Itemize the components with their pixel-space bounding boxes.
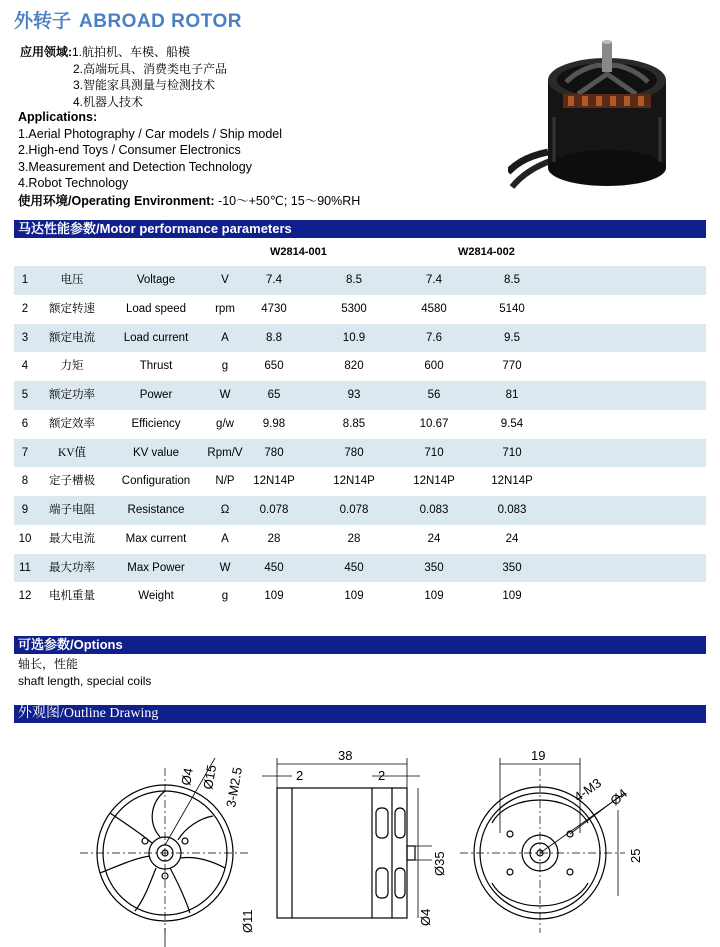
value: 24 bbox=[505, 532, 519, 545]
applications-en-item-1: 1.Aerial Photography / Car models / Ship model bbox=[18, 126, 283, 141]
param-zh: KV值 bbox=[57, 446, 87, 459]
title-en: ABROAD ROTOR bbox=[79, 11, 242, 32]
row-number: 6 bbox=[21, 417, 29, 430]
model-w2814-002: W2814-002 bbox=[458, 246, 515, 258]
value: 109 bbox=[344, 590, 364, 603]
value: 7.4 bbox=[266, 274, 282, 286]
row-number: 7 bbox=[21, 446, 29, 459]
value: 0.078 bbox=[259, 504, 289, 516]
param-en: Configuration bbox=[121, 475, 191, 488]
param-unit: g/w bbox=[216, 417, 234, 430]
value: 12N14P bbox=[253, 475, 295, 488]
table-row bbox=[14, 410, 706, 439]
value: 7.6 bbox=[426, 331, 442, 344]
table-row bbox=[14, 352, 706, 381]
table-row bbox=[14, 324, 706, 353]
row-number: 10 bbox=[18, 532, 32, 545]
param-unit: g bbox=[221, 360, 229, 373]
dim-m25: 3-M2.5 bbox=[223, 766, 245, 809]
table-row bbox=[14, 496, 706, 525]
table-row bbox=[14, 266, 706, 295]
options-header: 可选参数/Options bbox=[14, 636, 706, 654]
param-zh: 额定转速 bbox=[49, 302, 95, 315]
param-en: Thrust bbox=[139, 360, 173, 373]
value: 350 bbox=[502, 561, 522, 574]
dim-len38: 38 bbox=[338, 748, 353, 763]
dim-phi4-back: Ø4 bbox=[607, 785, 631, 809]
dim-phi15: Ø15 bbox=[200, 763, 220, 791]
row-number: 4 bbox=[21, 360, 29, 373]
value: 4730 bbox=[261, 302, 287, 315]
table-row bbox=[14, 525, 706, 554]
table-row bbox=[14, 554, 706, 583]
applications-zh-item-4: 4.机器人技术 bbox=[73, 94, 144, 109]
value: 0.083 bbox=[419, 504, 449, 516]
value: 770 bbox=[502, 360, 522, 373]
value: 28 bbox=[267, 532, 281, 545]
value: 10.9 bbox=[342, 331, 366, 344]
value: 65 bbox=[267, 389, 281, 401]
table-row bbox=[14, 467, 706, 496]
outline-header: 外观图/Outline Drawing bbox=[14, 705, 706, 723]
dim-m3: 4-M3 bbox=[571, 775, 604, 805]
value: 28 bbox=[347, 532, 361, 545]
value: 0.078 bbox=[339, 504, 369, 516]
param-unit: W bbox=[219, 389, 231, 401]
value: 109 bbox=[264, 590, 284, 603]
options-text bbox=[18, 656, 151, 690]
param-zh: 额定效率 bbox=[49, 417, 95, 430]
param-zh: 额定电流 bbox=[49, 331, 95, 344]
param-zh: 额定功率 bbox=[49, 389, 95, 401]
dim-twentyfive: 25 bbox=[628, 848, 643, 863]
table-row bbox=[14, 295, 706, 324]
performance-table bbox=[14, 266, 706, 611]
param-zh: 最大电流 bbox=[49, 532, 95, 545]
applications-en-heading: Applications: bbox=[18, 110, 98, 124]
param-unit: N/P bbox=[215, 475, 235, 488]
dim-phi4-side: Ø4 bbox=[418, 908, 433, 926]
row-number: 3 bbox=[21, 331, 29, 344]
value: 8.5 bbox=[504, 274, 520, 286]
param-zh: 端子电阻 bbox=[49, 504, 95, 516]
param-en: Resistance bbox=[127, 504, 185, 516]
param-unit: W bbox=[219, 561, 231, 574]
environment-value: -10～+50℃; 15～90%RH bbox=[218, 194, 361, 208]
value: 9.5 bbox=[504, 331, 520, 344]
value: 10.67 bbox=[419, 417, 449, 430]
outline-drawing bbox=[0, 728, 720, 947]
param-unit: Rpm/V bbox=[207, 446, 243, 459]
applications-zh-item-2: 2.高端玩具、消费类电子产品 bbox=[73, 61, 228, 76]
value: 8.8 bbox=[266, 331, 282, 344]
model-w2814-001: W2814-001 bbox=[270, 246, 327, 258]
param-en: Load speed bbox=[125, 302, 187, 315]
row-number: 2 bbox=[21, 302, 29, 315]
value: 12N14P bbox=[333, 475, 375, 488]
param-en: KV value bbox=[132, 446, 180, 459]
param-zh: 电压 bbox=[60, 274, 84, 286]
applications-zh-item-3: 3.智能家具测量与检测技术 bbox=[73, 78, 216, 92]
value: 650 bbox=[264, 360, 284, 373]
param-en: Max Power bbox=[127, 561, 185, 574]
applications-zh-label: 应用领域: bbox=[20, 45, 72, 59]
param-en: Weight bbox=[138, 590, 174, 603]
value: 4580 bbox=[421, 302, 447, 315]
value: 7.4 bbox=[426, 274, 442, 286]
row-number: 8 bbox=[21, 475, 29, 488]
performance-header: 马达性能参数/Motor performance parameters bbox=[14, 220, 706, 238]
value: 710 bbox=[502, 446, 522, 459]
value: 450 bbox=[344, 561, 364, 574]
dim-nineteen: 19 bbox=[531, 748, 546, 763]
value: 780 bbox=[264, 446, 284, 459]
title-zh: 外转子 bbox=[14, 11, 72, 32]
applications-en-item-2: 2.High-end Toys / Consumer Electronics bbox=[18, 143, 241, 157]
options-zh: 轴长，性能 bbox=[18, 657, 79, 671]
param-zh: 定子槽极 bbox=[49, 475, 95, 488]
value: 56 bbox=[427, 389, 441, 401]
value: 81 bbox=[505, 389, 519, 401]
param-unit: A bbox=[221, 532, 229, 545]
front-view bbox=[80, 758, 250, 947]
dim-two-right: 2 bbox=[378, 768, 386, 783]
value: 109 bbox=[502, 590, 522, 603]
operating-environment bbox=[18, 191, 360, 209]
param-en: Max current bbox=[125, 532, 187, 545]
value: 0.083 bbox=[497, 504, 527, 516]
value: 710 bbox=[424, 446, 444, 459]
table-row bbox=[14, 582, 706, 611]
value: 9.54 bbox=[500, 417, 524, 430]
value: 12N14P bbox=[413, 475, 455, 488]
row-number: 5 bbox=[21, 389, 29, 401]
page-title bbox=[14, 6, 242, 33]
param-unit: rpm bbox=[215, 302, 235, 315]
param-en: Voltage bbox=[136, 274, 176, 286]
value: 24 bbox=[427, 532, 441, 545]
value: 5140 bbox=[499, 302, 525, 315]
value: 8.85 bbox=[342, 417, 366, 430]
table-row bbox=[14, 381, 706, 410]
value: 820 bbox=[344, 360, 364, 373]
dim-phi35: Ø35 bbox=[432, 851, 447, 876]
applications-zh-item-1: 1.航拍机、车模、船模 bbox=[72, 45, 191, 59]
value: 450 bbox=[264, 561, 284, 574]
dim-two-left: 2 bbox=[296, 768, 304, 783]
param-unit: V bbox=[221, 274, 229, 286]
dim-phi11: Ø11 bbox=[240, 909, 255, 933]
param-zh: 电机重量 bbox=[49, 590, 95, 603]
applications-en bbox=[18, 109, 282, 192]
side-view bbox=[262, 758, 432, 918]
param-unit: A bbox=[221, 331, 229, 344]
motor-photo bbox=[508, 22, 698, 190]
param-en: Power bbox=[139, 389, 173, 401]
param-en: Load current bbox=[123, 331, 189, 344]
param-unit: g bbox=[221, 590, 229, 603]
applications-en-item-3: 3.Measurement and Detection Technology bbox=[18, 159, 252, 174]
param-zh: 最大功率 bbox=[49, 561, 95, 574]
row-number: 11 bbox=[19, 561, 31, 574]
value: 350 bbox=[424, 561, 444, 574]
value: 9.98 bbox=[262, 417, 286, 430]
param-en: Efficiency bbox=[131, 417, 181, 430]
value: 780 bbox=[344, 446, 364, 459]
applications-zh bbox=[20, 44, 227, 110]
table-row bbox=[14, 439, 706, 468]
param-unit: Ω bbox=[220, 504, 230, 516]
value: 5300 bbox=[341, 302, 367, 315]
row-number: 12 bbox=[18, 590, 32, 603]
row-number: 9 bbox=[21, 504, 29, 516]
param-zh: 力矩 bbox=[60, 360, 84, 373]
row-number: 1 bbox=[21, 274, 29, 286]
applications-en-item-4: 4.Robot Technology bbox=[18, 176, 129, 190]
environment-label: 使用环境/Operating Environment: bbox=[18, 194, 215, 208]
value: 109 bbox=[424, 590, 444, 603]
value: 93 bbox=[347, 389, 361, 401]
value: 12N14P bbox=[491, 475, 533, 488]
value: 600 bbox=[424, 360, 444, 373]
dim-phi4-front: Ø4 bbox=[178, 766, 196, 787]
options-en: shaft length, special coils bbox=[18, 674, 152, 688]
value: 8.5 bbox=[346, 274, 362, 286]
